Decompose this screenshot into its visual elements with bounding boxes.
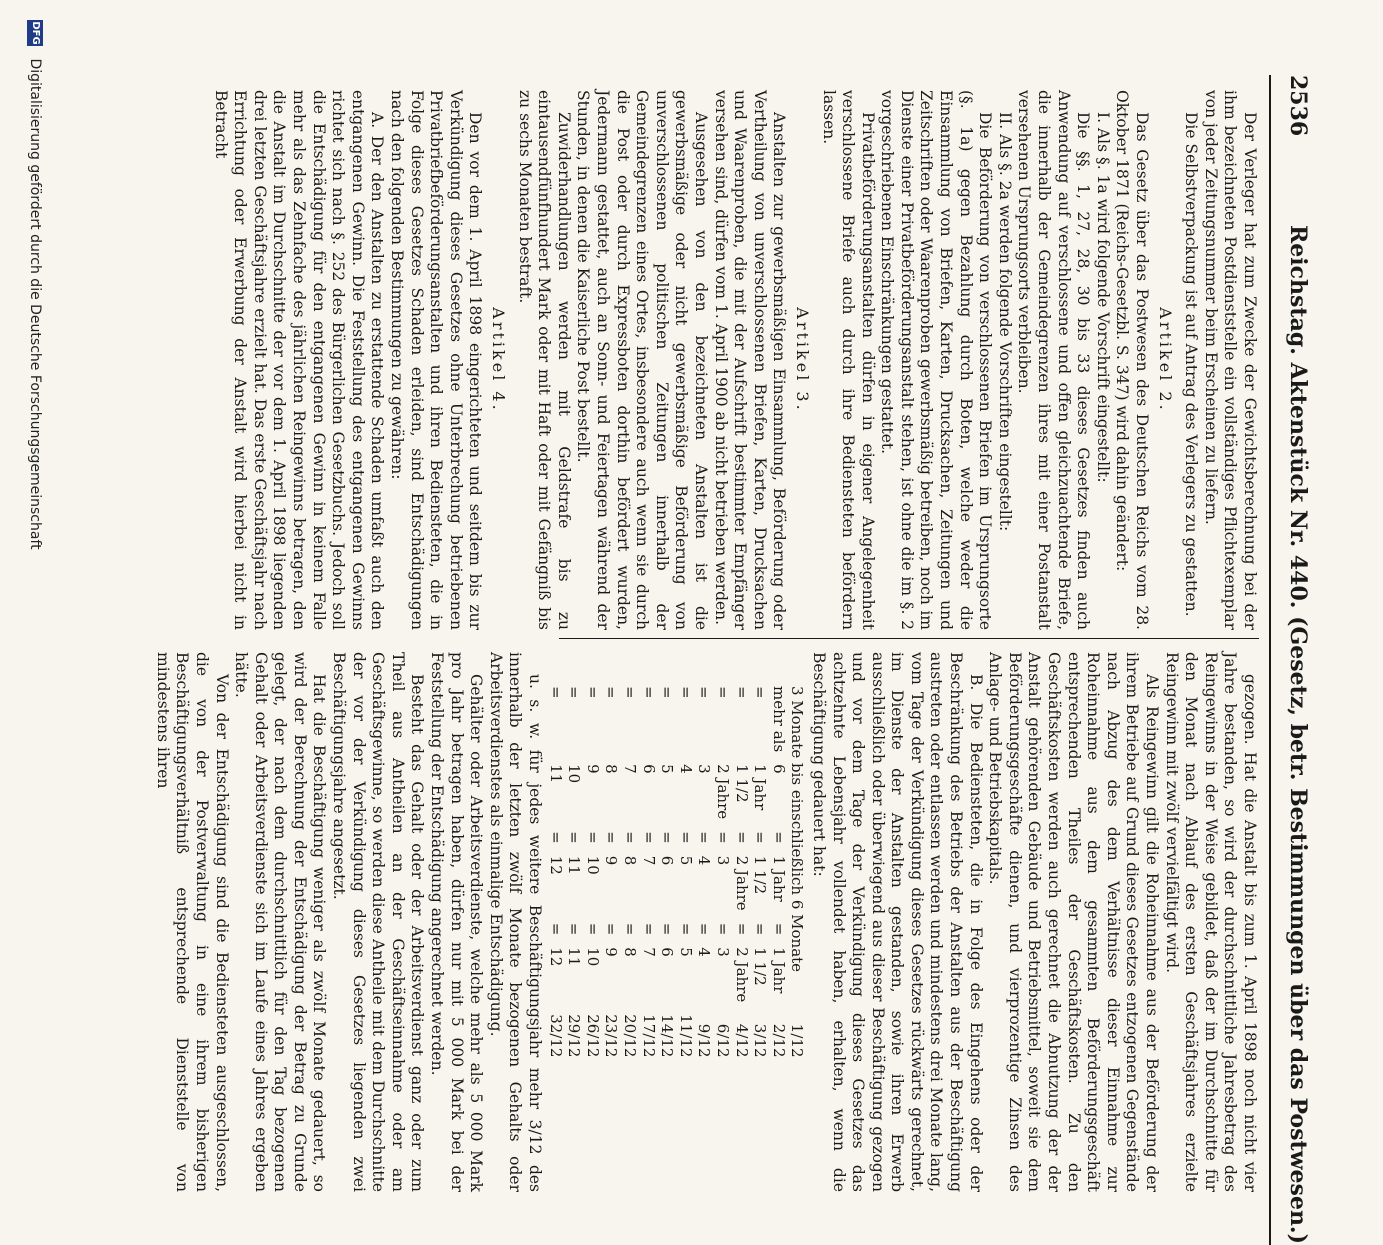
running-title: Reichstag. Aktenstück Nr. 440. (Gesetz, betr. Bestimmungen über das Postwesen.)	[1285, 225, 1311, 1245]
scale-cell: 1 Jahr	[769, 855, 788, 902]
scale-cell: =	[565, 922, 584, 936]
article-heading: Artikel 3.	[792, 307, 812, 413]
scale-cell: =	[565, 831, 584, 844]
scale-cell: =	[769, 831, 788, 844]
scale-cell: 5	[676, 855, 695, 866]
scale-cell: 3	[713, 855, 732, 866]
scale-cell: =	[658, 831, 677, 844]
scale-cell: 10	[583, 855, 602, 875]
scale-cell: 10	[583, 947, 602, 967]
paragraph: Ausgesehen von den bezeichneten Anstalten ist die gewerbsmäßige oder nicht gewerbsmäßige Beförderung von unverschlossenen politischen Zeitungen innerhalb der Gemeindegrenzen eines Ortes, insbesondere auch wenn sie durch die Post oder durch Expressboten dorthin befördert wurden, Jedermann gestattet, auch an Sonn- und Feiertagen während der Stunden, in denen die Kaiserliche Post bestellt.	[574, 90, 710, 630]
scale-cell: 3	[713, 947, 732, 957]
scale-cell: 14/12	[658, 1014, 677, 1058]
scale-cell: 1 1/2	[732, 764, 751, 803]
paragraph: Die Beförderung von verschlossenen Briefen im Ursprungsorte (§. 1a) gegen Bezahlung durch Boten, welche weder die Einsammlung von Briefen, Karten, Drucksachen, Zeitungen und Zeitschriften oder Waarenproben gewerbsmäßig betreiben, noch im Dienste einer Privatbeförderungsanstalt stehen, ist ohne die im §. 2 vorgeschriebenen Einschränkungen gestattet.	[878, 90, 995, 630]
funding-note: Digitalisierung gefördert durch die Deutsche Forschungsgemeinschaft	[27, 58, 43, 550]
scale-row	[676, 680, 695, 1063]
scale-cell: mehr als	[769, 686, 788, 753]
scale-cell: 11	[565, 855, 584, 875]
compensation-scale-table	[546, 680, 806, 1063]
paragraph: Besteht das Gehalt oder der Arbeitsverdienst ganz oder zum Theil aus Antheilen an der Geschäftseinnahme oder am Geschäftsgewinne, so werden diese Antheile mit dem Durchschnitte der vor der Verkündigung dieses Gesetzes liegenden zwei Beschäftigungsjahre angesetzt.	[330, 652, 427, 1192]
scale-row	[602, 680, 621, 1063]
scale-cell: 6	[639, 764, 658, 774]
scale-cell: 3	[695, 764, 714, 774]
scale-cell: 4	[676, 764, 695, 774]
scale-cell: =	[769, 922, 788, 936]
scale-cell: 11/12	[676, 1014, 695, 1058]
scale-cell: 1 1/2	[751, 855, 770, 895]
paragraph: Anstalten zur gewerbsmäßigen Einsammlung, Beförderung oder Vertheilung von unverschlossenen Briefen, Karten, Drucksachen und Waarenproben, die mit der Aufschrift bestimmter Empfänger versehen sind, dürfen vom 1. April 1900 ab nicht betrieben werden.	[711, 90, 789, 630]
scale-cell: 6	[658, 855, 677, 866]
scale-row	[565, 680, 584, 1063]
scale-cell: 2/12	[769, 1023, 788, 1058]
scale-cell: =	[602, 831, 621, 844]
scale-row	[713, 680, 732, 1063]
scale-cell: 4/12	[732, 1023, 751, 1058]
paragraph: Privatbeförderungsanstalten dürfen in eigener Angelegenheit verschlossene Briefe auch durch ihre Bediensteten befördern lassen.	[819, 90, 877, 630]
scale-cell: 6	[658, 947, 677, 957]
paragraph: B. Die Bediensteten, die in Folge des Eingehens oder der Beschränkung des Betriebs der Anstalten aus der Beschäftigung austreten oder entlassen werden und mindestens drei Monate lang, vom Tage der Verkündigung dieses Gesetzes rückwärts gerechnet, im Dienste der Anstalten gestanden, sowie ihren Erwerb ausschließlich oder überwiegend aus dieser Beschäftigung gezogen und vor dem Tage der Verkündigung dieses Gesetzes das achtzehnte Lebensjahr vollendet haben, erhalten, wenn die Beschäftigung gedauert hat:	[809, 652, 985, 1192]
scale-cell: =	[751, 686, 770, 699]
page-number: 2536	[1285, 75, 1311, 137]
scale-row	[732, 680, 751, 1063]
paragraph: A. Der den Anstalten zu erstattende Schaden umfaßt auch den entgangenen Gewinn. Die Feststellung des entgangenen Gewinns richtet sich nach §. 252 des Bürgerlichen Gesetzbuchs. Jedoch soll die Entschädigung für den entgangenen Gewinn in keinem Falle mehr als das Zehnfache des jährlichen Reingewinns betragen, den die Anstalt im Durchschnitte der vor dem 1. April 1898 liegenden drei letzten Geschäftsjahre erzielt hat. Das erste Geschäftsjahr nach Errichtung oder Erwerbung der Anstalt wird hierbei nicht in Betracht	[211, 90, 387, 630]
scale-row	[751, 680, 770, 1063]
scale-cell: 2 Jahre	[732, 855, 751, 911]
column-divider	[559, 638, 1259, 639]
paragraph: Gehälter oder Arbeitsverdienste, welche mehr als 5 000 Mark pro Jahr betragen haben, dürfen nur mit 5 000 Mark bei der Feststellung der Entschädigung angerechnet werden.	[428, 652, 486, 1192]
scale-row	[546, 680, 565, 1063]
scale-cell: 7	[621, 764, 639, 774]
scale-cell: 5	[676, 947, 695, 957]
scale-cell: =	[713, 686, 732, 699]
scale-cell: =	[713, 831, 732, 844]
left-column	[210, 90, 1259, 630]
paragraph: Die §§. 1, 27, 28, 30 bis 33 dieses Gesetzes finden auch Anwendung auf verschlossene und offen gleichzuachtende Briefe, die innerhalb der Gemeindegrenzen ihres mit einer Postanstalt versehenen Ursprungsorts verbleiben.	[1015, 90, 1093, 630]
scale-cell: 11	[546, 764, 565, 784]
scale-cell: 32/12	[546, 1014, 565, 1058]
scale-cell: 4	[695, 855, 714, 866]
paragraph: Das Gesetz über das Postwesen des Deutschen Reichs vom 28. Oktober 1871 (Reichs-Gesetzbl. S. 347) wird dahin geändert:	[1113, 90, 1152, 630]
paragraph: Den vor dem 1. April 1898 eingerichteten und seitdem bis zur Verkündigung dieses Gesetzes ohne Unterbrechung betriebenen Privatbriefbeförderungsanstalten und ihren Bediensteten, die in Folge dieses Gesetzes Schaden erleiden, sind Entschädigungen nach den folgenden Bestimmungen zu gewähren:	[388, 90, 485, 630]
scale-cell: 12	[546, 947, 565, 967]
scale-cell: 6	[769, 764, 788, 774]
scale-cell: 9	[583, 764, 602, 774]
scale-cell: 8	[621, 947, 639, 957]
paragraph: Die Selbstverpackung ist auf Antrag des Verlegers zu gestatten.	[1182, 112, 1201, 617]
page-header	[1277, 75, 1311, 1245]
scale-head-row	[788, 680, 807, 1063]
scale-cell: =	[583, 831, 602, 844]
scale-cell: =	[676, 922, 695, 936]
scale-cell: =	[658, 922, 677, 936]
right-column-bottom	[152, 652, 544, 1192]
scale-cell: 2 Jahre	[713, 764, 732, 820]
scale-cell: =	[751, 831, 770, 844]
scale-row	[658, 680, 677, 1063]
right-column	[152, 652, 1259, 1192]
scale-cell: =	[546, 831, 565, 844]
scale-cell: =	[658, 686, 677, 699]
scale-cell: =	[639, 831, 658, 844]
scale-cell: =	[621, 922, 639, 936]
scale-cell: 2 Jahre	[732, 947, 751, 1003]
scale-row	[695, 680, 714, 1063]
scale-cell: 3/12	[751, 1023, 770, 1058]
document-page	[71, 20, 1371, 1245]
paragraph: I. Als §. 1a wird folgende Vorschrift eingestellt:	[1093, 112, 1112, 483]
scale-cell: =	[621, 686, 639, 699]
scale-cell: 8	[602, 764, 621, 774]
scale-cell: 1 Jahr	[751, 764, 770, 811]
scale-row	[769, 680, 788, 1063]
scale-cell: 29/12	[565, 1014, 584, 1058]
scale-cell: 20/12	[621, 1014, 639, 1058]
scale-cell: =	[695, 831, 714, 844]
scale-cell: 9	[602, 855, 621, 866]
scale-cell: 17/12	[639, 1014, 658, 1058]
scale-cell: 7	[639, 855, 658, 866]
scale-row	[583, 680, 602, 1063]
header-rule	[1269, 75, 1271, 1245]
scale-cell: 11	[565, 947, 584, 967]
scale-cell: 7	[639, 947, 658, 957]
paragraph: Hat die Beschäftigung weniger als zwölf Monate gedauert, so wird der Berechnung der Entschädigung der Betrag zu Grunde gelegt, der nach dem durchschnittlich für den Tag bezogenen Gehalt oder Arbeitsverdienste sich im Laufe eines Jahres ergeben hätte.	[232, 652, 329, 1192]
scale-cell: =	[546, 922, 565, 936]
scale-cell: 1 Jahr	[769, 947, 788, 994]
scale-cell: =	[546, 686, 565, 699]
scale-head-label: 3 Monate bis einschließlich 6 Monate	[788, 686, 807, 973]
scale-head-value: 1/12	[788, 1023, 807, 1058]
paragraph: Von der Entschädigung sind die Bediensteten ausgeschlossen, die von der Postverwaltung in eine ihrem bisherigen Beschäftigungsverhältniß entsprechende Dienststelle von mindestens ihren	[153, 652, 231, 1192]
scale-cell: =	[695, 686, 714, 699]
right-column-top	[808, 652, 1259, 1192]
scale-cell: =	[695, 922, 714, 936]
funding-footer	[17, 20, 43, 980]
scale-cell: =	[602, 922, 621, 936]
paragraph: II. Als §. 2a werden folgende Vorschriften eingestellt:	[995, 112, 1014, 532]
scale-cell: =	[676, 686, 695, 699]
scale-cell: =	[639, 686, 658, 699]
scale-cell: =	[751, 922, 770, 936]
scale-cell: 23/12	[602, 1014, 621, 1058]
paragraph: gezogen. Hat die Anstalt bis zum 1. April 1898 noch nicht vier Jahre bestanden, so wird der durchschnittliche Jahresbetrag des Reingewinns in der Weise gebildet, daß der im Durchschnitte für den Monat nach Ablauf des ersten Geschäftsjahres erzielte Reingewinn mit zwölf vervielfältigt wird.	[1162, 652, 1259, 1192]
article-heading: Artikel 4.	[489, 307, 509, 413]
scale-cell: 12	[546, 855, 565, 875]
scale-cell: 9/12	[695, 1023, 714, 1058]
paragraph: Als Reingewinn gilt die Roheinnahme aus der Beförderung der ihrem Betriebe auf Grund dieses Gesetzes entzogenen Gegenstände nach Abzug des dem Verhältnisse dieser Einnahme zur Roheinnahme aus dem gesammten Beförderungsgeschäft entsprechenden Theiles der Geschäftskosten. Zu den Geschäftskosten werden auch gerechnet die Abnutzung der der Anstalt gehörenden Gebäude und Betriebsmittel, soweit sie dem Beförderungsgeschäfte dienen, und vierprozentige Zinsen des Anlage- und Betriebskapitals.	[986, 652, 1162, 1192]
scale-cell: =	[713, 922, 732, 936]
scale-cell: =	[639, 922, 658, 936]
scale-cell: =	[621, 831, 639, 844]
scale-cell: 9	[602, 947, 621, 957]
scale-cell: 8	[621, 855, 639, 866]
scale-cell: =	[565, 686, 584, 699]
scale-cell: 4	[695, 947, 714, 957]
scale-row	[620, 680, 639, 1063]
paragraph: Zuwiderhandlungen werden mit Geldstrafe bis zu eintausendfünfhundert Mark oder mit Haft oder mit Gefängniß bis zu sechs Monaten bestraft.	[515, 90, 573, 630]
dfg-logo: DFG	[27, 20, 43, 46]
scale-cell: 5	[658, 764, 677, 774]
scale-cell: 1 1/2	[751, 947, 770, 986]
scale-cell: 6/12	[713, 1023, 732, 1058]
article-heading: Artikel 2.	[1155, 307, 1175, 413]
paragraph: u. s. w. für jedes weitere Beschäftigungsjahr mehr 3/12 des innerhalb der letzten zwölf Monate bezogenen Gehalts oder Arbeitsverdienstes als einmalige Entschädigung.	[486, 652, 545, 1192]
paragraph: Der Verleger hat zum Zwecke der Gewichtsberechnung bei der ihm bezeichneten Postdienststelle ein vollständiges Pflichtexemplar von jeder Zeitungsnummer beim Erscheinen zu liefern.	[1201, 90, 1259, 630]
scale-cell: =	[602, 686, 621, 699]
scale-cell: =	[732, 922, 751, 936]
scale-cell: =	[583, 922, 602, 936]
scale-cell: =	[732, 831, 751, 844]
scale-cell: 10	[565, 764, 584, 784]
scale-cell: =	[676, 831, 695, 844]
scale-row	[639, 680, 658, 1063]
scale-cell: =	[732, 686, 751, 699]
scale-cell: =	[583, 686, 602, 699]
scale-cell: 26/12	[583, 1014, 602, 1058]
